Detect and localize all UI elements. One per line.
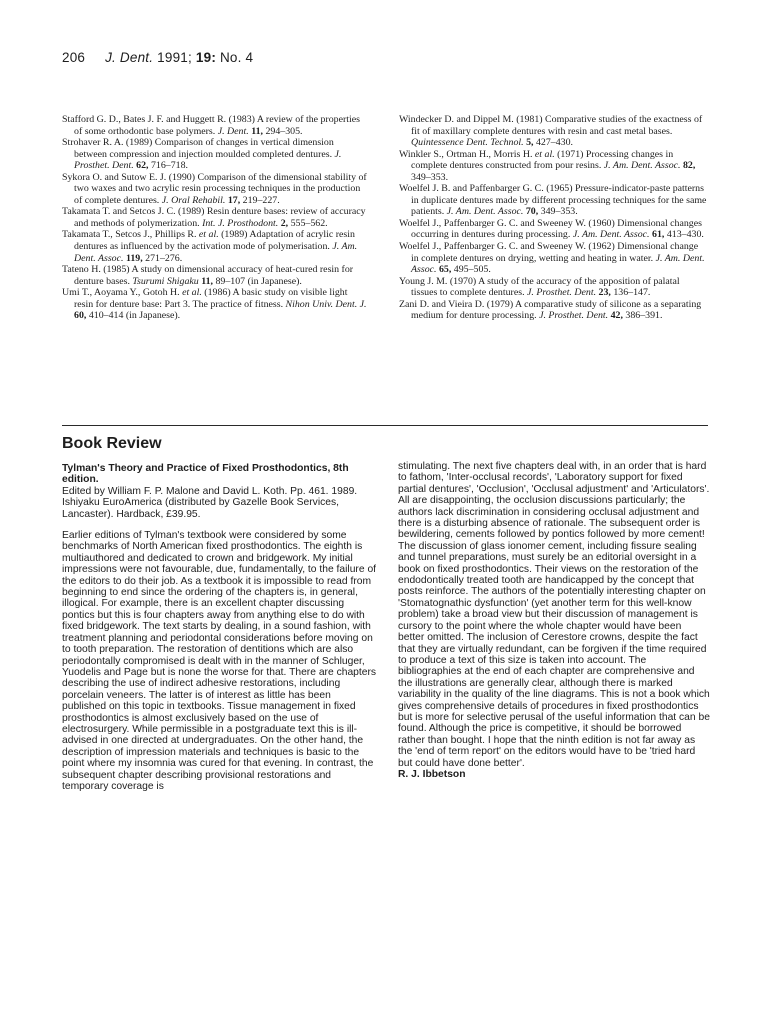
running-header — [62, 50, 253, 65]
reference-text: 23, — [598, 287, 611, 299]
reference-entry — [399, 299, 707, 322]
reference-text: J. Prosthet. Dent. — [74, 148, 342, 172]
reference-text: 11, — [201, 275, 213, 287]
reference-text: et al. — [198, 229, 219, 241]
reference-entry — [399, 241, 707, 276]
reference-entry — [62, 172, 369, 207]
reference-text: Sykora O. and Sutow E. J. (1990) Comparison of the dimensional stability of two waxes and two acrylic resin processing techniques in the production of complete dentures. — [62, 171, 367, 206]
reference-text: 5, — [526, 137, 534, 149]
reference-text: J. Prosthet. Dent. — [539, 310, 609, 322]
reference-text: J. Dent. — [217, 125, 249, 137]
references-left-column — [62, 114, 369, 322]
reference-text: (1989) Adaptation of acrylic resin dentures as influenced by the activation mode of polymerisation. — [74, 229, 355, 253]
review-body-left: Earlier editions of Tylman's textbook were considered by some benchmarks of North American fixed prosthodontics. The eighth is multiauthored and dedicated to crown and bridgework. My initial impressions were not favourable, due, fundamentally, to the failure of the editors to do their job. As a textbook it is impossible to read from beginning to end since the ordering of the chapters is, in general, illogical. For example, there is an excellent chapter discussing pontics but this is four chapters away from anything else to do with fixed bridgework. The text starts by dealing, in a sound fashion, with treatment planning and periodontal considerations before moving on to tooth preparation. The restoration of dentitions which are also periodontally compromised is dealt with in the manner of Schluger, Yuodelis and Page but is none the worse for that. There are chapters describing the use of indirect adhesive restorations, including porcelain veneers. The latter is of interest as little has been published on this topic in textbooks. Tissue management in fixed prosthodontics is almost exclusively based on the use of electrosurgery. While permissible in a postgraduate text this is ill-advised in one directed at undergraduates. On the other hand, the description of impression materials and techniques is basic to the point where my insomnia was cured for that evening. In contrast, the subsequent chapter describing provisional restorations and temporary coverage is — [62, 530, 377, 792]
reference-text: 294–305. — [263, 125, 303, 137]
reference-text: Umi T., Aoyama Y., Gotoh H. — [62, 287, 183, 299]
reference-entry — [399, 114, 707, 149]
review-left-column — [62, 463, 377, 792]
reference-entry — [62, 264, 369, 287]
reference-text: Tsurumi Shigaku — [132, 275, 199, 287]
reference-text: Young J. M. (1970) A study of the accuracy of the apposition of palatal tissues to complete dentures. — [399, 275, 680, 299]
section-divider — [62, 425, 708, 426]
reference-text: 413–430. — [664, 229, 704, 241]
reference-entry — [399, 183, 707, 218]
reference-text: J. Oral Rehabil. — [161, 194, 226, 206]
reference-text: 60, — [74, 310, 87, 322]
review-right-column — [398, 461, 710, 780]
reference-text: Windecker D. and Dippel M. (1981) Comparative studies of the exactness of fit of maxillary complete dentures with resin and cast metal bases. — [399, 114, 703, 137]
reference-text: 89–107 (in Japanese). — [213, 275, 302, 287]
reference-text: 427–430. — [533, 137, 574, 149]
reference-text: Woelfel J., Paffenbarger G. C. and Sweeney W. (1960) Dimensional changes occurring in dentures during processing. — [399, 217, 702, 241]
reference-text: (1986) A basic study on visible light resin for denture base: Part 3. The practice of fitness. — [74, 287, 348, 310]
reference-text: 62, — [136, 160, 149, 172]
reference-entry — [62, 206, 369, 229]
reference-text: 61, — [652, 229, 665, 241]
journal-year: 1991; — [157, 50, 192, 65]
reference-text: Winkler S., Ortman H., Morris H. — [399, 148, 535, 160]
reference-entry — [399, 149, 707, 184]
reference-text: J. Prosthet. Dent. — [527, 287, 597, 299]
reference-entry — [62, 287, 369, 322]
reference-text: 271–276. — [142, 252, 183, 264]
reference-text: Int. J. Prosthodont. — [202, 217, 279, 229]
reference-text: 70, — [525, 206, 539, 218]
reference-text: 495–505. — [451, 264, 491, 276]
reference-entry — [62, 137, 369, 172]
reference-text: 349–353. — [538, 206, 578, 218]
journal-volume: 19: — [195, 50, 217, 65]
reference-text: 136–147. — [610, 287, 651, 299]
reference-text: J. Am. Dent. Assoc. — [446, 206, 524, 218]
reference-entry — [399, 218, 707, 241]
reference-text: Strohaver R. A. (1989) Comparison of changes in vertical dimension between compression and injection moulded completed dentures. — [62, 137, 335, 160]
reference-text: 410–414 (in Japanese). — [86, 310, 181, 322]
reference-entry — [62, 229, 369, 264]
reference-text: 11, — [251, 125, 263, 137]
reference-text: Zani D. and Vieira D. (1979) A comparative study of silicone as a separating medium for denture processing. — [399, 298, 702, 322]
reference-text: J. Am. Dent. Assoc. — [411, 252, 705, 276]
reference-text: Woelfel J., Paffenbarger G. C. and Sweeney W. (1962) Dimensional change in complete dentures on drying, wetting and heating in water. — [399, 241, 699, 264]
reference-text: (1971) Processing changes in complete dentures constructed from pour resins. — [411, 148, 674, 172]
reference-text: Quintessence Dent. Technol. — [411, 137, 524, 149]
reference-text: Takamata T. and Setcos J. C. (1989) Resin denture bases: review of accuracy and methods of polymerization. — [62, 206, 366, 229]
reference-text: 555–562. — [288, 217, 328, 229]
reference-text: 17, — [227, 194, 241, 206]
reference-text: 716–718. — [148, 160, 189, 172]
reference-text: J. Am. Dent. Assoc. — [572, 229, 650, 241]
reference-text: Takamata T., Setcos J., Phillips R. — [62, 229, 199, 241]
reference-entry — [399, 276, 707, 299]
reference-text: Stafford G. D., Bates J. F. and Huggett R. (1983) A review of the properties of some orthodontic base polymers. — [62, 114, 360, 137]
journal-issue: No. 4 — [219, 50, 254, 65]
page-number: 206 — [62, 50, 86, 65]
reference-text: 119, — [125, 252, 143, 264]
reviewer-name: R. J. Ibbetson — [398, 768, 466, 780]
reference-text: et al. — [182, 287, 202, 299]
reference-text: 82, — [682, 160, 696, 172]
section-title: Book Review — [62, 435, 162, 452]
reference-text: 219–227. — [240, 194, 280, 206]
reference-text: et al. — [534, 148, 555, 160]
reference-text: J. Am. Dent. Assoc. — [603, 160, 681, 172]
reference-text: J. Am. Dent. Assoc. — [74, 241, 358, 264]
book-details: Edited by William F. P. Malone and David L. Koth. Pp. 461. 1989. Ishiyaku EuroAmerica (distributed by Gazelle Book Services, Lancaster). Hardback, £39.95. — [62, 485, 358, 520]
references-right-column — [399, 114, 707, 322]
reference-text: Woelfel J. B. and Paffenbarger G. C. (1965) Pressure-indicator-paste patterns in duplicate dentures made by different processing techniques for the same patients. — [399, 183, 707, 218]
reference-entry — [62, 114, 369, 137]
reference-text: Tateno H. (1985) A study on dimensional accuracy of heat-cured resin for denture bases. — [62, 264, 354, 287]
reference-text: 386–391. — [622, 310, 663, 322]
reference-text: Nihon Univ. Dent. J. — [285, 298, 367, 310]
reference-text: 42, — [610, 310, 623, 322]
review-body-right: stimulating. The next five chapters deal with, in an order that is hard to fathom, 'Inter-occlusal records', 'Laboratory support for fixed partial dentures', 'Occlusion', 'Occlusal adjustment' and 'Articulators'. All are disappointing, the occlusion discussions particularly; the authors lack discrimination in considering occlusal adjustment and there is a disturbing absence of rationale. The subsequent order is bewildering, cements followed by pontics followed by more cement! The discussion of glass ionomer cement, including fissure sealing and tunnel preparations, must surely be an editorial oversight in a book on fixed prosthodontics. Their views on the restoration of the endodontically treated tooth are handicapped by the concept that posts reinforce. The authors of the potentially interesting chapter on 'Stomatognathic dysfunction' (yet another term for this well-know problem) take a broad view but their discussion of management is cursory to the point where the whole chapter would have been better omitted. The inclusion of Cerestore crowns, despite the fact that they are virtually redundant, can be forgiven if the time required to produce a text of this size is taken into account. The bibliographies at the end of each chapter are comprehensive and the illustrations are generally clear, although there is marked variability in the quality of the line diagrams. This is not a book which gives comprehensive details of procedures in fixed prosthodontics but is more for selective perusal of the useful information that can be found. Although the price is competitive, it should be borrowed rather than bought. I hope that the ninth edition is not far away as the 'end of term report' on the editors would have to be 'tried hard but could have done better'. — [398, 461, 710, 769]
reference-text: 349–353. — [411, 171, 449, 183]
reference-text: 65, — [438, 264, 452, 276]
journal-name: J. Dent. — [105, 50, 154, 65]
book-title: Tylman's Theory and Practice of Fixed Prosthodontics, 8th edition. — [62, 463, 349, 486]
reference-text: 2, — [280, 217, 289, 229]
